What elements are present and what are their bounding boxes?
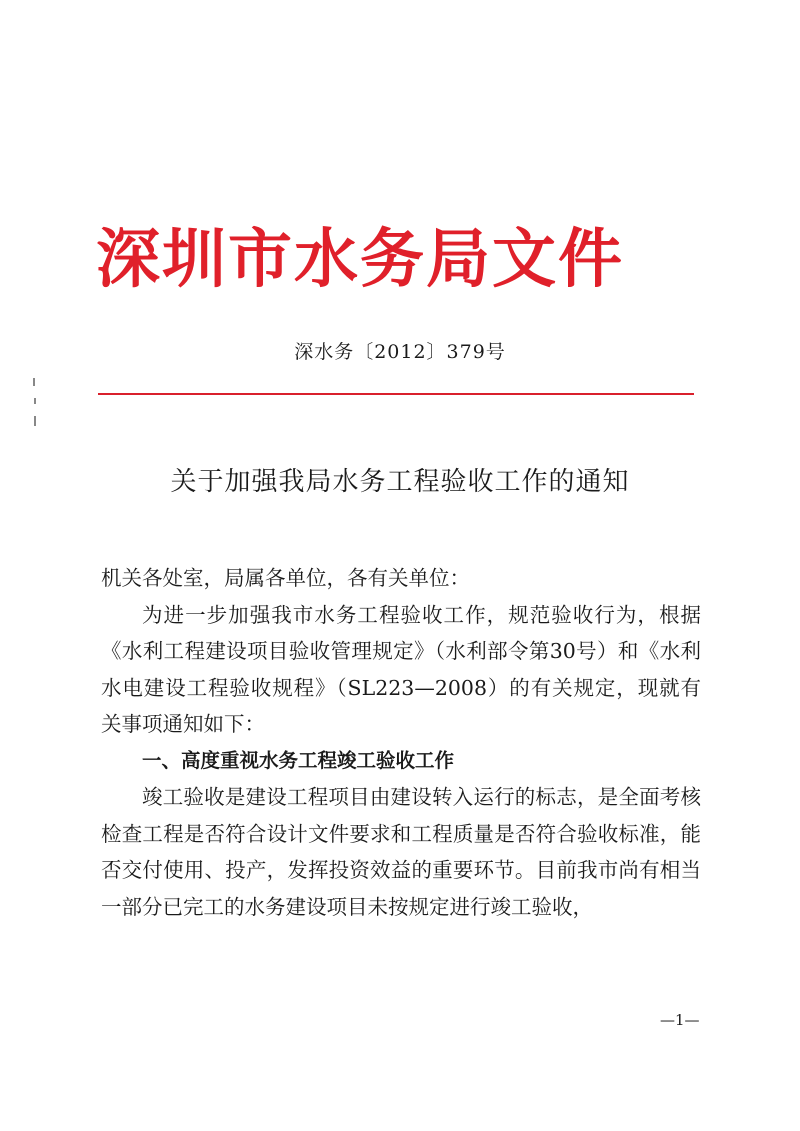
binding-mark [34, 398, 36, 404]
binding-mark [34, 416, 36, 426]
addressee-line: 机关各处室，局属各单位，各有关单位： [101, 566, 470, 590]
document-header-title: 深圳市水务局文件 [96, 222, 624, 297]
notice-title: 关于加强我局水务工程验收工作的通知 [170, 467, 630, 497]
intro-paragraph: 为进一步加强我市水务工程验收工作，规范验收行为，根据《水利工程建设项目验收管理规定》（水利部令第30号）和《水利水电建设工程验收规程》（SL223—2008）的有关规定，现就有关事项通知如下： [101, 602, 701, 736]
binding-mark [33, 378, 35, 386]
page-number: —1— [660, 1011, 700, 1029]
section-1-paragraph: 竣工验收是建设工程项目由建设转入运行的标志，是全面考核检查工程是否符合设计文件要求和工程质量是否符合验收标准，能否交付使用、投产，发挥投资效益的重要环节。目前我市尚有相当一部分已完工的水务建设项目未按规定进行竣工验收， [101, 785, 701, 919]
notice-body [101, 560, 701, 925]
red-divider-line [98, 393, 694, 395]
section-heading-1: 一、高度重视水务工程竣工验收工作 [142, 748, 455, 772]
document-number: 深水务〔2012〕379号 [294, 341, 506, 363]
